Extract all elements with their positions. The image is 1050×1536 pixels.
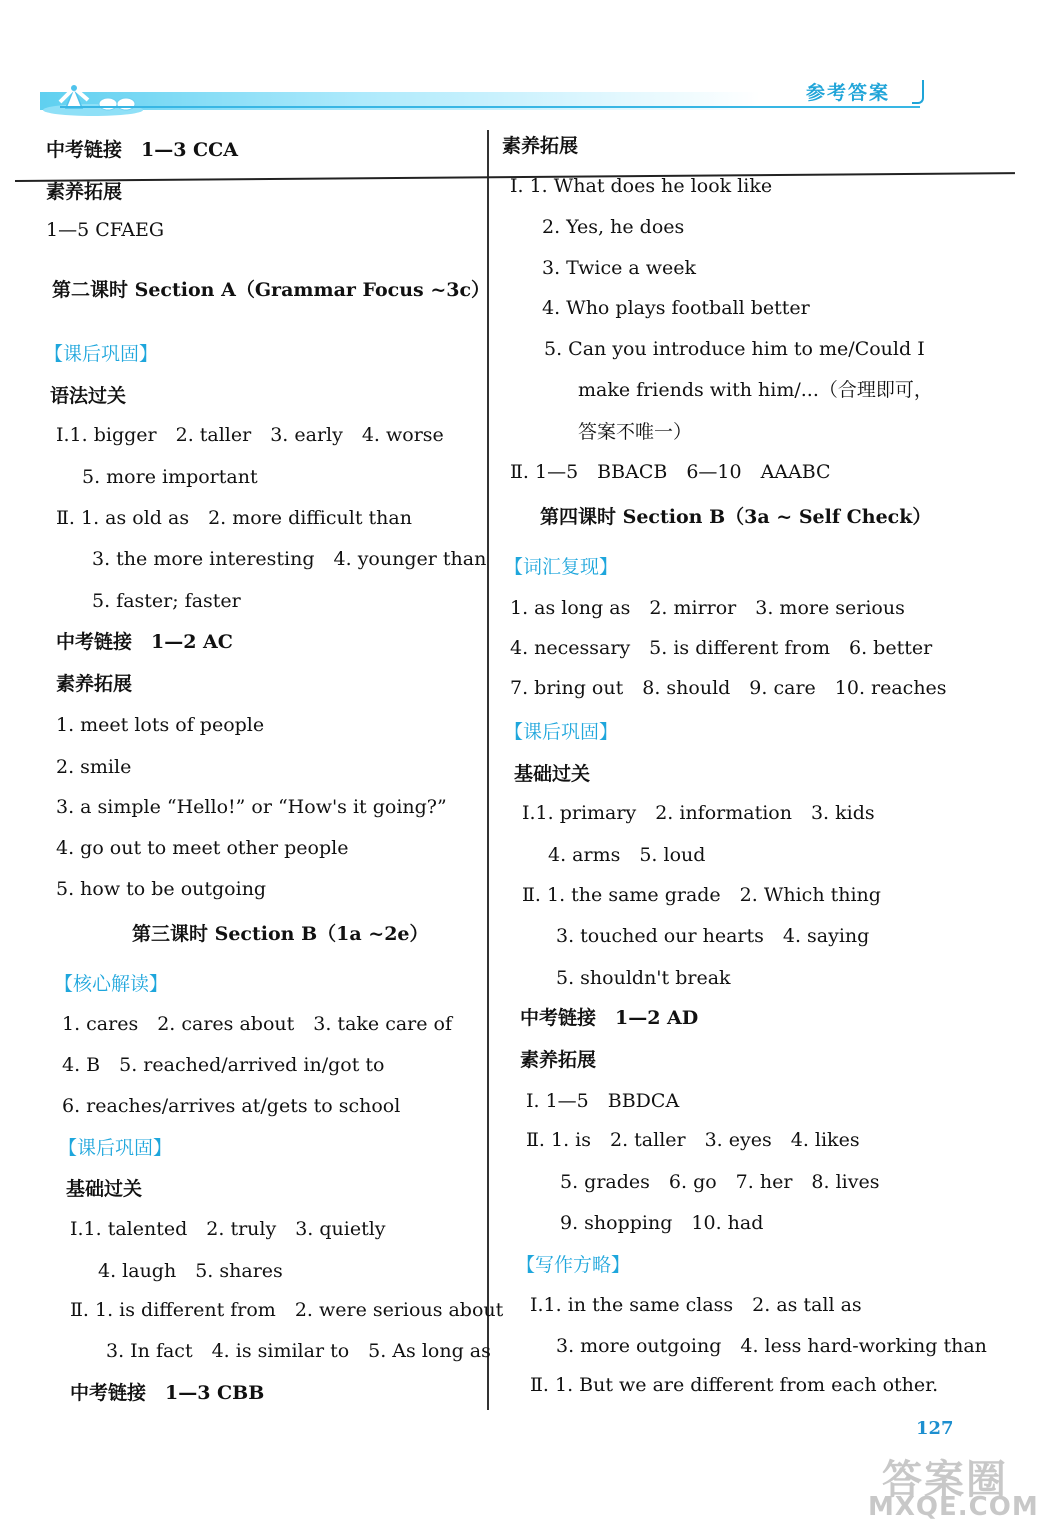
answer-line: 1. meet lots of people — [56, 714, 265, 736]
answer-line: Ⅰ. 1. What does he look like — [510, 175, 773, 197]
lesson-title: 第三课时 Section B（1a ~2e） — [132, 923, 429, 945]
answer-line: 5. Can you introduce him to me/Could I — [544, 338, 925, 360]
answer-line: 3. a simple “Hello!” or “How's it going?” — [56, 796, 447, 818]
answer-line: 3. Twice a week — [542, 257, 697, 279]
answer-line: 6. reaches/arrives at/gets to school — [62, 1095, 401, 1117]
lesson-title: 第二课时 Section A（Grammar Focus ~3c） — [52, 279, 491, 301]
answer-line: 2. Yes, he does — [542, 216, 685, 238]
answer-line: Ⅱ. 1. But we are different from each other. — [530, 1374, 939, 1396]
answer-line: 2. smile — [56, 756, 132, 778]
watermark-url: MXQE.COM — [868, 1492, 1039, 1522]
extension-heading: 素养拓展 — [520, 1049, 597, 1071]
answer-line: 5. how to be outgoing — [56, 878, 267, 900]
answer-line: 4. laugh 5. shares — [98, 1260, 283, 1282]
section-label: 【课后巩固】 — [44, 343, 159, 365]
answer-line: Ⅰ.1. talented 2. truly 3. quietly — [70, 1218, 386, 1240]
answer-line: 1—5 CFAEG — [46, 219, 165, 241]
column-divider — [487, 130, 489, 1410]
answer-line: Ⅰ.1. primary 2. information 3. kids — [522, 802, 875, 824]
answer-line: 4. B 5. reached/arrived in/got to — [62, 1054, 385, 1076]
subsection-heading: 基础过关 — [514, 763, 591, 785]
answer-line: 3. the more interesting 4. younger than — [92, 548, 487, 570]
answer-line: 9. shopping 10. had — [560, 1212, 764, 1234]
answer-line: Ⅱ. 1. is different from 2. were serious about — [70, 1299, 504, 1321]
header-rule — [60, 106, 920, 108]
answer-line: Ⅱ. 1. as old as 2. more difficult than — [56, 507, 412, 529]
lesson-title: 第四课时 Section B（3a ~ Self Check） — [540, 506, 932, 528]
section-label: 【写作方略】 — [516, 1254, 631, 1276]
exam-link-heading: 中考链接 1—3 CCA — [46, 139, 239, 161]
answer-line: 7. bring out 8. should 9. care 10. reaches — [510, 677, 947, 699]
section-label: 【核心解读】 — [54, 973, 169, 995]
extension-heading: 素养拓展 — [56, 673, 133, 695]
watermark-logo: 答案圈 — [882, 1457, 1008, 1503]
header-title: 参考答案 — [806, 82, 891, 104]
answer-line: 3. touched our hearts 4. saying — [556, 925, 870, 947]
section-label: 【词汇复现】 — [504, 556, 619, 578]
section-label: 【课后巩固】 — [504, 721, 619, 743]
answer-line: Ⅰ.1. in the same class 2. as tall as — [530, 1294, 862, 1316]
answer-line: Ⅰ.1. bigger 2. taller 3. early 4. worse — [56, 424, 444, 446]
answer-line: Ⅰ. 1—5 BBDCA — [526, 1090, 680, 1112]
answer-line: 1. cares 2. cares about 3. take care of — [62, 1013, 453, 1035]
answer-line: Ⅱ. 1. is 2. taller 3. eyes 4. likes — [526, 1129, 860, 1151]
windmill-logo-icon — [38, 66, 148, 116]
extension-heading: 素养拓展 — [46, 181, 123, 203]
section-label: 【课后巩固】 — [58, 1137, 173, 1159]
answer-line: 5. faster; faster — [92, 590, 241, 612]
watermark — [868, 1448, 1038, 1528]
answer-line: 5. shouldn't break — [556, 967, 731, 989]
extension-heading: 素养拓展 — [502, 135, 579, 157]
answer-line: 3. In fact 4. is similar to 5. As long as — [106, 1340, 491, 1362]
answer-line: 4. arms 5. loud — [548, 844, 706, 866]
subsection-heading: 语法过关 — [50, 385, 127, 407]
answer-line: 4. Who plays football better — [542, 297, 810, 319]
answer-line: Ⅱ. 1—5 BBACB 6—10 AAABC — [510, 461, 831, 483]
page-number: 127 — [916, 1418, 954, 1439]
answer-line: 5. grades 6. go 7. her 8. lives — [560, 1171, 880, 1193]
page-header — [0, 0, 1050, 140]
answer-line: make friends with him/...（合理即可， — [578, 379, 933, 401]
subsection-heading: 基础过关 — [66, 1178, 143, 1200]
answer-line: 4. go out to meet other people — [56, 837, 349, 859]
answer-line: Ⅱ. 1. the same grade 2. Which thing — [522, 884, 881, 906]
exam-link-heading: 中考链接 1—2 AC — [56, 631, 233, 653]
exam-link-heading: 中考链接 1—3 CBB — [70, 1382, 265, 1404]
answer-line: 答案不唯一） — [578, 421, 693, 443]
answer-line: 1. as long as 2. mirror 3. more serious — [510, 597, 905, 619]
answer-line: 5. more important — [82, 466, 258, 488]
exam-link-heading: 中考链接 1—2 AD — [520, 1007, 699, 1029]
answer-line: 4. necessary 5. is different from 6. better — [510, 637, 933, 659]
answer-line: 3. more outgoing 4. less hard-working than — [556, 1335, 987, 1357]
header-title-bracket — [912, 80, 924, 104]
